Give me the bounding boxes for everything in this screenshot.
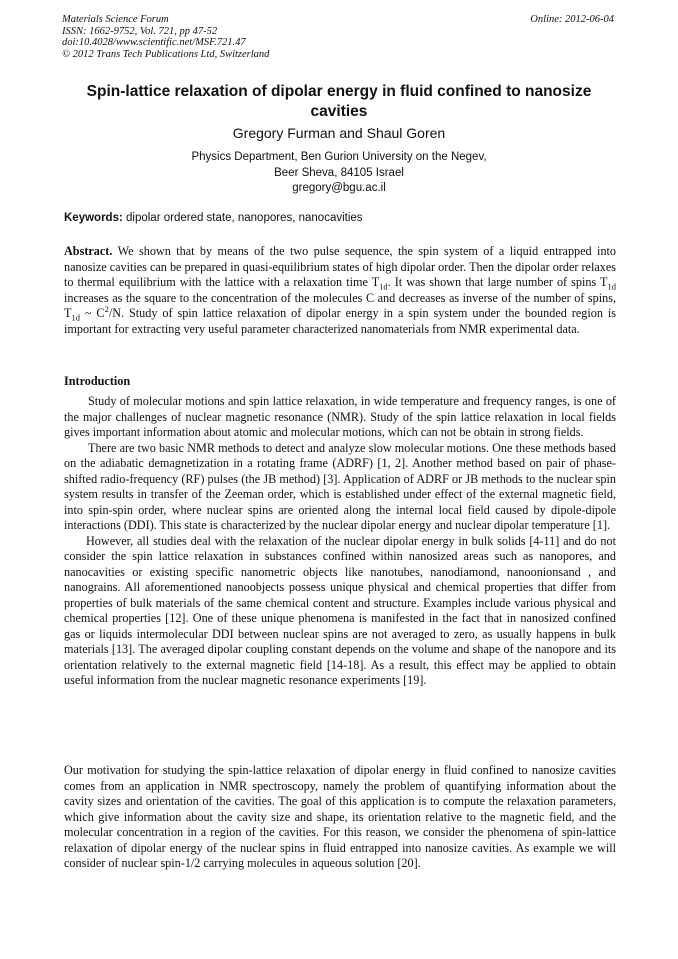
affiliation: [62, 150, 616, 197]
keywords-label: Keywords:: [64, 212, 123, 224]
affiliation-line-1: Physics Department, Ben Gurion University on the Negev,: [191, 151, 487, 163]
author-email: gregory@bgu.ac.il: [292, 182, 386, 194]
keywords-text: dipolar ordered state, nanopores, nanocavities: [126, 212, 363, 224]
intro-paragraph-2: There are two basic NMR methods to detect and analyze slow molecular motions. One these methods based on the adiabatic demagnetization in a rotating frame (ADRF) [1, 2]. Another method based on pair of phase-shifted radio-frequency (RF) pulses (the JB method) [3]. Application of ADRF or JB methods to the nuclear spin system results in transfer of the Zeeman order, which is established under effect of the external magnetic field, into spin-spin order, where nuclear spins are oriented along the internal local field caused by dipole-dipole interactions (DDI). This state is characterized by the nuclear dipolar energy and nuclear dipolar temperature [1].: [64, 440, 616, 532]
paper-title: Spin-lattice relaxation of dipolar energy in fluid confined to nanosize cavities: [86, 83, 592, 120]
abstract-text-4: ~ C: [79, 306, 105, 320]
abstract-label: Abstract.: [64, 244, 113, 258]
motivation-section: [64, 763, 616, 872]
journal-name: Materials Science Forum: [62, 14, 169, 25]
online-date: Online: 2012-06-04: [530, 14, 614, 25]
abstract-text-2: . It was shown that large number of spins T: [387, 275, 608, 289]
journal-metadata: [62, 14, 269, 60]
abstract-text-1: We shown that by means of the two pulse sequence, the spin system of a liquid entrapped into nanosize cavities can be prepared in quasi-equilibrium states of high dipolar order. Then the dipolar order relaxes to thermal equilibrium with the lattice with a relaxation time T: [64, 244, 617, 289]
abstract-superscript: 2: [104, 303, 109, 314]
intro-paragraph-4: Our motivation for studying the spin-lattice relaxation of dipolar energy in fluid confined to nanosize cavities comes from an application in NMR spectroscopy, namely the problem of quantifying information about the cavity sizes and orientation of the cavities. The goal of this application is to compute the relaxation parameters, which give information about the cavity size and shape, its orientation relative to the magnetic field, and the molecular concentration in a region of the cavities. For this reason, we consider the phenomena of spin-lattice relaxation of dipolar energy of the nuclear spins in fluid entrapped into nanosize cavities. As example we will consider of nuclear spin-1/2 carrying molecules in aqueous solution [20].: [64, 763, 616, 870]
intro-paragraph-3: However, all studies deal with the relaxation of the nuclear dipolar energy in bulk solids [4-11] and do not consider the spin lattice relaxation in substances confined within nanosized areas such as nanopores, and nanocavities or existing specific nanometric objects like nanotubes, nanodiamond, nanoonionsand , and nanograins. All aforementioned nanoobjects possess unique physical and chemical properties that differ from properties of bulk materials of the same chemical content and structure. Examples include various physical and chemical properties [12]. One of these unique phenomena is manifested in the fact that in nanosized confined gas or liquids intermolecular DDI between nuclear spins are not averaged to zero, as usually happens in bulk materials [13]. The averaged dipolar coupling constant depends on the volume and shape of the nanopore and its orientation relatively to the external magnetic field [14-18]. As a result, this effect may be applied to obtain useful information from the nuclear magnetic resonance experiments [19].: [64, 533, 616, 687]
issn-line: ISSN: 1662-9752, Vol. 721, pp 47-52: [62, 25, 218, 37]
introduction-body: [64, 394, 616, 689]
abstract-subscript-3: 1d: [71, 312, 80, 323]
abstract-text-3: increases as the square to the concentration of the molecules C and decreases as inverse of the number of spins, T: [64, 290, 616, 320]
copyright-line: © 2012 Trans Tech Publications Ltd, Switzerland: [62, 48, 270, 60]
keywords: [64, 211, 618, 225]
abstract-subscript-1: 1d: [379, 281, 388, 292]
abstract-paragraph: [64, 244, 616, 337]
doi-line: doi:10.4028/www.scientific.net/MSF.721.47: [62, 37, 246, 48]
affiliation-line-2: Beer Sheva, 84105 Israel: [274, 166, 404, 179]
abstract-subscript-2: 1d: [607, 281, 616, 292]
abstract: [64, 244, 616, 337]
intro-paragraph-1: Study of molecular motions and spin lattice relaxation, in wide temperature and frequency ranges, is one of the major challenges of nuclear magnetic resonance (NMR). Study of the spin lattice relaxation in local fields gives important information about atomic and molecular motions, which can not be obtain in strong fields.: [64, 394, 616, 439]
paper-authors: Gregory Furman and Shaul Goren: [232, 125, 446, 141]
abstract-text-5: /N. Study of spin lattice relaxation of dipolar energy in a spin system under the bounded region is important for extracting very useful parameter characterized nanomaterials from NMR experimental data.: [64, 306, 616, 336]
introduction-heading: Introduction: [64, 374, 131, 388]
